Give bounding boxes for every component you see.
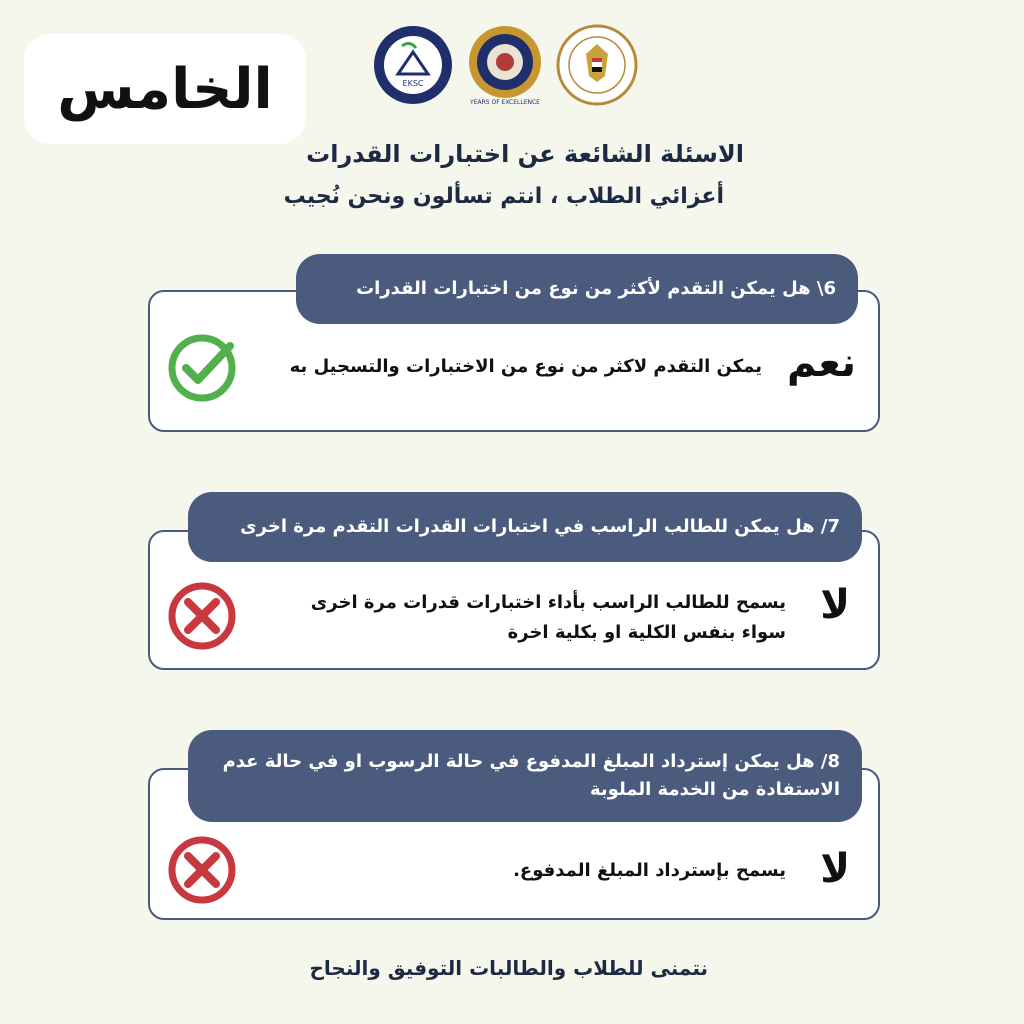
cross-icon (166, 580, 238, 652)
excellence-logo (464, 24, 546, 106)
answer-word: لا (820, 846, 850, 892)
question-text: 6\ هل يمكن التقدم لأكثر من نوع من اختبارات القدرات (356, 278, 836, 300)
episode-badge (24, 34, 306, 144)
check-icon (166, 332, 238, 404)
question-text: 7/ هل يمكن للطالب الراسب في اختبارات القدرات التقدم مرة اخرى (240, 516, 840, 538)
eksc-caption: EKSC (402, 79, 424, 88)
page-title: الاسئلة الشائعة عن اختبارات القدرات (306, 140, 744, 168)
cross-icon (166, 834, 238, 906)
question-bar-7 (188, 492, 862, 562)
answer-text: يسمح بإسترداد المبلغ المدفوع. (513, 860, 786, 881)
badge-label: الخامس (57, 56, 273, 122)
question-text: 8/ هل يمكن إسترداد المبلغ المدفوع في حالة الرسوب او في حالة عدم الاستفادة من الخدمة الملوبة (222, 751, 840, 800)
question-bar-6 (296, 254, 858, 324)
answer-word: لا (820, 582, 850, 628)
ministry-logo (556, 24, 638, 106)
answer-word: نعم (787, 340, 856, 386)
footer-text: نتمنى للطلاب والطالبات التوفيق والنجاح (309, 956, 708, 980)
logos-row (372, 24, 640, 114)
answer-text: يسمح للطالب الراسب بأداء اختبارات قدرات مرة اخرى سواء بنفس الكلية او بكلية اخرة (310, 592, 786, 643)
eksc-logo (372, 24, 454, 106)
question-bar-8 (188, 730, 862, 822)
page-subtitle: أعزائي الطلاب ، انتم تسألون ونحن نُجيب (283, 184, 724, 209)
answer-text: يمكن التقدم لاكثر من نوع من الاختبارات والتسجيل به (289, 356, 762, 377)
excellence-caption: YEARS OF EXCELLENCE (470, 99, 540, 106)
